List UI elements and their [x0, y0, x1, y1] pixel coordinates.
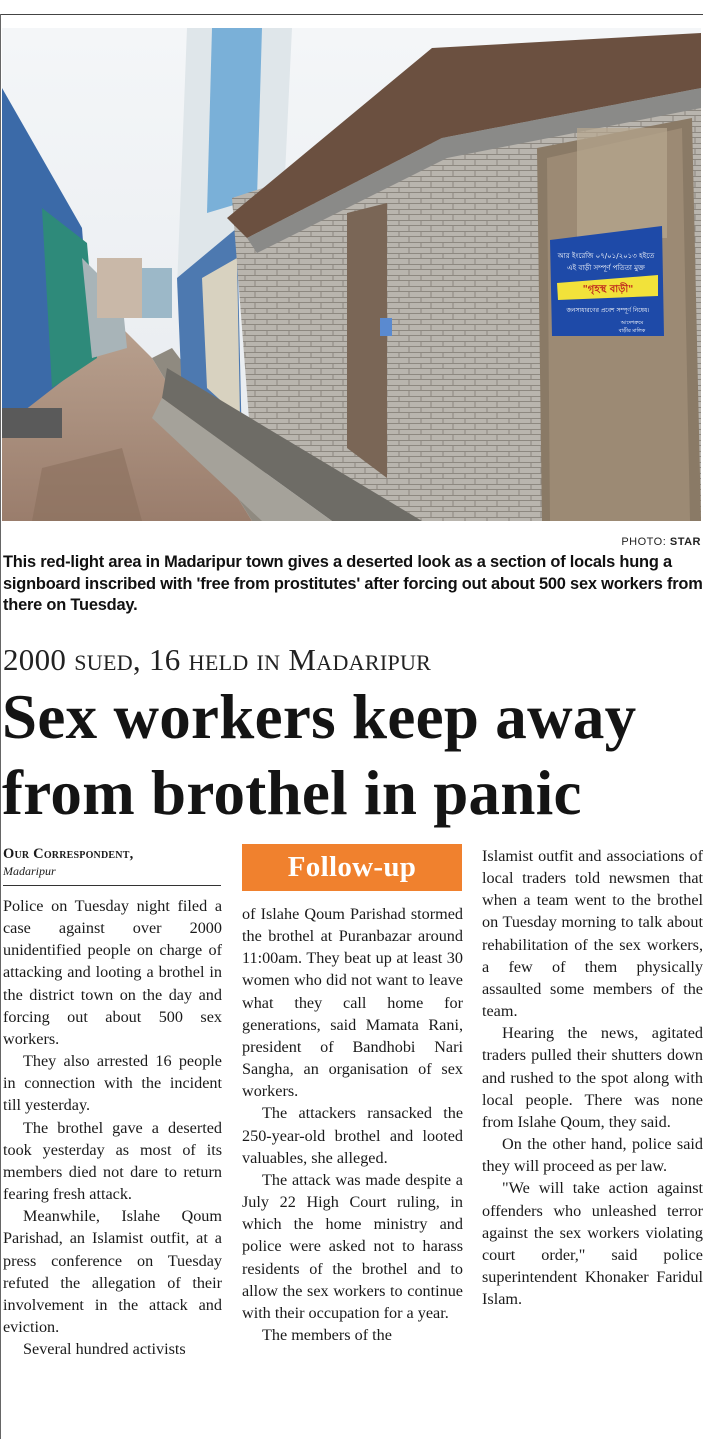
photo-credit-label: PHOTO: [621, 536, 667, 548]
sign-line-5: আদেশক্রমে [620, 320, 644, 326]
column-3-paragraph: "We will take action against offenders who unleashed terror against the sex workers violating court order," said police superintendent Khonaker Faridul Islam. [482, 1179, 703, 1309]
headline-line-1: Sex workers keep away [2, 682, 637, 752]
sign-line-1: আর ইংরেজি ০৭/০১/২০১৩ হইতে [557, 252, 655, 260]
column-1-paragraph: They also arrested 16 people in connection with the incident till yesterday. [3, 1052, 222, 1115]
column-1-paragraph: Several hundred activists [23, 1340, 186, 1359]
column-3-paragraph: Islamist outfit and associations of local traders told newsmen that when a team went to the brothel on Tuesday morning to talk about rehabilitation of the sex workers, a few of them physically assaulted some members of the team. [482, 847, 703, 1021]
sign-line-2: এই বাড়ী সম্পূর্ণ পতিতা মুক্ত [567, 264, 645, 272]
photo-credit [621, 536, 701, 548]
news-photo [2, 28, 701, 521]
article-column-3 [482, 845, 703, 1310]
sign-line-3: "গৃহস্থ বাড়ী" [582, 284, 634, 295]
byline-rule [3, 885, 221, 886]
column-3-paragraph: On the other hand, police said they will proceed as per law. [482, 1135, 703, 1176]
column-1-paragraph: Police on Tuesday night filed a case against over 2000 unidentified people on charge of attacking and looting a brothel in the district town on the day and forcing out about 500 sex workers. [3, 897, 222, 1048]
headline-line-2: from brothel in panic [2, 758, 582, 828]
article-column-1 [3, 895, 222, 1360]
byline-name: Our Correspondent, [3, 846, 134, 862]
sign-line-6: বাড়ীর মালিক [618, 328, 646, 334]
follow-up-tag: Follow-up [242, 844, 462, 891]
left-margin-rule [0, 14, 1, 1439]
headline-kicker: 2000 sued, 16 held in Madaripur [3, 642, 432, 677]
signboard [550, 226, 664, 336]
photo-caption: This red-light area in Madaripur town gives a deserted look as a section of locals hung a signboard inscribed with 'free from prostitutes' after forcing out about 500 sex workers from there on Tuesday. [3, 553, 703, 614]
column-2-paragraph: of Islahe Qoum Parishad stormed the brothel at Puranbazar around 11:00am. They beat up at least 30 women who did not want to leave what they call home for generations, said Mamata Rani, president of Bandhobi Nari Sangha, an organisation of sex workers. [242, 905, 463, 1101]
headline [2, 679, 707, 831]
column-1-paragraph: Meanwhile, Islahe Qoum Parishad, an Islamist outfit, at a press conference on Tuesday refuted the allegation of their involvement in the attack and eviction. [3, 1207, 222, 1336]
column-1-paragraph: The brothel gave a deserted took yesterday as most of its members died not dare to return fearing fresh attack. [3, 1118, 222, 1204]
column-2-paragraph: The members of the [262, 1325, 392, 1344]
column-3-paragraph: Hearing the news, agitated traders pulled their shutters down and rushed to the spot along with local people. There was none from Islahe Qoum, they said. [482, 1024, 703, 1131]
byline-place: Madaripur [3, 864, 56, 878]
street-scene-illustration [2, 28, 701, 521]
byline [3, 846, 221, 879]
top-rule [0, 14, 703, 15]
column-2-paragraph: The attack was made despite a July 22 High Court ruling, in which the home ministry and police were asked not to harass residents of the brothel and to allow the sex workers to continue with their occupation for a year. [242, 1170, 463, 1322]
column-2-paragraph: The attackers ransacked the 250-year-old brothel and looted valuables, she alleged. [242, 1104, 463, 1167]
article-column-2 [242, 903, 463, 1346]
sign-line-4: জনসাধারণের প্রবেশ সম্পূর্ণ নিষেধ। [566, 307, 650, 314]
photo-credit-source: STAR [669, 536, 701, 548]
